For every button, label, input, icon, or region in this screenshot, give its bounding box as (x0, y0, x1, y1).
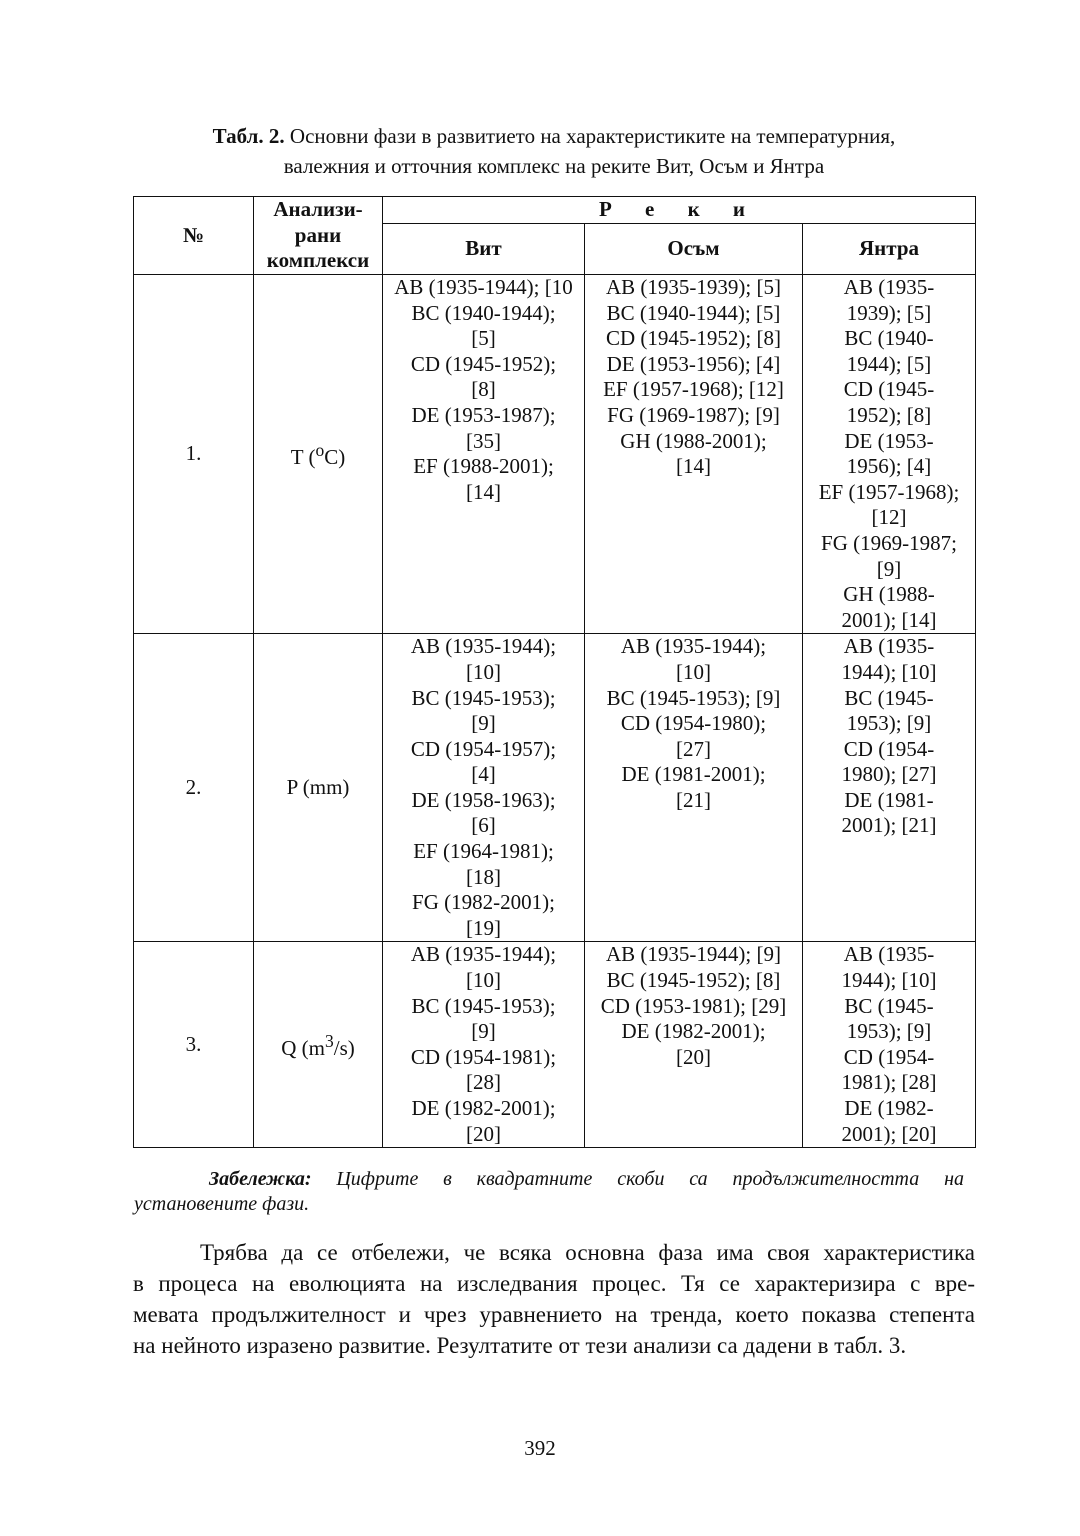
cell-line: 1956); [4] (846, 454, 932, 479)
paragraph-line-3: мевата продължителност и чрез уравнението на тренда, което показва степента (133, 1302, 975, 1327)
paragraph-line-2: в процеса на еволюцията на изследвания процес. Тя се характеризира с вре- (133, 1271, 975, 1296)
cell-line: CD (1953-1981); [29] (600, 993, 787, 1018)
cell-vit (383, 275, 585, 634)
cell-line: 2001); [21] (841, 813, 937, 838)
cell-line: 2001); [20] (841, 1121, 937, 1146)
cell-line: AB (1935- (843, 634, 935, 659)
header-vit: Вит (383, 224, 585, 275)
cell-line: AB (1935-1944); [9] (606, 942, 781, 967)
paragraph-line-4: на нейното изразено развитие. Резултатите от тези анализи са дадени в табл. 3. (133, 1333, 907, 1358)
cell-line: [14] (676, 454, 711, 479)
cell-line: [14] (466, 479, 501, 504)
table-row (134, 275, 976, 634)
header-osam: Осъм (585, 224, 803, 275)
caption-line-1 (134, 121, 974, 151)
cell-line: 1944); [10] (841, 659, 937, 684)
cell-line: AB (1935-1944); (410, 634, 557, 659)
note-line-2: установените фази. (134, 1193, 310, 1215)
cell-line: BC (1945-1952); [8] (606, 968, 781, 993)
cell-line: AB (1935- (843, 275, 935, 299)
row-number: 2. (134, 634, 254, 942)
row-complex: Q $(m^3/s)$ (254, 942, 383, 1148)
cell-osam (585, 942, 803, 1148)
note-line-1 (134, 1167, 964, 1192)
cell-line: [9] (471, 711, 496, 736)
cell-line: [10] (466, 659, 501, 684)
page-number: 392 (524, 1436, 556, 1460)
table-caption (134, 121, 974, 181)
cell-line: 1939); [5] (846, 300, 932, 325)
cell-line: EF (1988-2001); (413, 454, 554, 479)
phases-table (133, 196, 976, 1148)
cell-line: DE (1953-1956); [4] (606, 351, 781, 376)
cell-line: AB (1935-1944); (410, 942, 557, 967)
cell-line: 1953); [9] (846, 1019, 932, 1044)
cell-line: CD (1954- (843, 736, 935, 761)
cell-line: FG (1969-1987); [9] (607, 402, 780, 427)
cell-line: [10] (466, 968, 501, 993)
cell-line: CD (1945-1952); (410, 351, 557, 376)
cell-line: BC (1945-1953); [9] (606, 685, 781, 710)
cell-line: AB (1935- (843, 942, 935, 967)
cell-yantra (803, 942, 976, 1148)
cell-line: CD (1945-1952); [8] (606, 326, 781, 351)
header-rivers: Р е к и (383, 197, 976, 224)
cell-line: CD (1954-1957); (410, 736, 557, 761)
cell-line: [6] (471, 813, 496, 838)
paragraph-line-1: Трябва да се отбележи, че всяка основна фаза има своя характеристика (200, 1240, 975, 1265)
cell-line: AB (1935-1944); [10 (394, 275, 573, 299)
cell-line: BC (1940-1944); (411, 300, 556, 325)
header-complex: Анализи- рани комплекси (254, 197, 383, 275)
cell-line: CD (1954-1981); (410, 1044, 557, 1069)
header-num: № (134, 197, 254, 275)
cell-line: EF (1964-1981); (413, 839, 554, 864)
note-label: Забележка: (209, 1168, 312, 1190)
cell-line: FG (1969-1987; (821, 530, 957, 555)
note-text-1: Цифрите в квадратните скоби са продължителността на (336, 1168, 964, 1190)
cell-line: DE (1958-1963); (411, 787, 556, 812)
cell-line: 2001); [14] (841, 607, 937, 632)
table-note (134, 1167, 964, 1217)
cell-line: DE (1953-1987); (411, 402, 556, 427)
row-complex: P (mm) (254, 634, 383, 942)
row-number: 3. (134, 942, 254, 1148)
cell-line: DE (1981-2001); (621, 762, 766, 787)
cell-line: [12] (871, 505, 907, 530)
cell-line: AB (1935-1944); (620, 634, 767, 659)
cell-line: [9] (471, 1019, 496, 1044)
caption-label: Табл. 2. (212, 124, 285, 148)
cell-line: [19] (466, 915, 501, 940)
cell-line: AB (1935-1939); [5] (606, 275, 781, 299)
cell-yantra (803, 634, 976, 942)
cell-line: GH (1988- (843, 582, 935, 607)
cell-line: CD (1954-1980); (620, 711, 767, 736)
cell-line: [21] (676, 787, 711, 812)
table-row (134, 634, 976, 942)
cell-line: [9] (876, 556, 902, 581)
cell-line: [20] (466, 1121, 501, 1146)
cell-line: [8] (471, 377, 496, 402)
cell-line: CD (1954- (843, 1044, 935, 1069)
cell-line: [18] (466, 864, 501, 889)
cell-line: BC (1945-1953); (411, 685, 556, 710)
cell-line: [35] (466, 428, 501, 453)
cell-line: DE (1982- (844, 1096, 934, 1120)
cell-line: [4] (471, 762, 496, 787)
cell-line: BC (1940-1944); [5] (606, 300, 781, 325)
cell-line: EF (1957-1968); [12] (603, 377, 784, 402)
cell-line: BC (1945- (844, 993, 934, 1018)
cell-line: CD (1945- (843, 377, 935, 402)
cell-line: [10] (676, 659, 711, 684)
cell-vit (383, 634, 585, 942)
cell-line: [5] (471, 326, 496, 351)
cell-line: BC (1945- (844, 685, 934, 710)
cell-line: FG (1982-2001); (412, 890, 555, 915)
cell-line: DE (1982-2001); (621, 1019, 766, 1044)
cell-osam (585, 275, 803, 634)
cell-line: BC (1945-1953); (411, 993, 556, 1018)
cell-line: DE (1981- (844, 787, 934, 812)
cell-line: [27] (676, 736, 711, 761)
cell-line: 1980); [27] (841, 762, 937, 787)
cell-line: BC (1940- (844, 326, 934, 351)
cell-line: DE (1982-2001); (411, 1096, 556, 1120)
cell-line: DE (1953- (844, 428, 934, 453)
cell-vit (383, 942, 585, 1148)
cell-osam (585, 634, 803, 942)
cell-line: [28] (466, 1070, 501, 1095)
caption-text-1: Основни фази в развитието на характеристиките на температурния, (289, 124, 896, 148)
cell-line: EF (1957-1968); (818, 479, 960, 504)
caption-line-2: валежния и отточния комплекс на реките Вит, Осъм и Янтра (283, 154, 825, 178)
body-paragraph (133, 1237, 975, 1361)
cell-line: [20] (676, 1044, 711, 1069)
cell-line: GH (1988-2001); (620, 428, 767, 453)
cell-line: 1981); [28] (841, 1070, 937, 1095)
cell-line: 1944); [5] (846, 351, 932, 376)
cell-line: 1952); [8] (846, 402, 932, 427)
row-number: 1. (134, 275, 254, 634)
header-yantra: Янтра (803, 224, 976, 275)
cell-line: 1944); [10] (841, 968, 937, 993)
row-complex: T ($^o$C) (254, 275, 383, 634)
cell-yantra (803, 275, 976, 634)
cell-line: 1953); [9] (846, 711, 932, 736)
table-row (134, 942, 976, 1148)
